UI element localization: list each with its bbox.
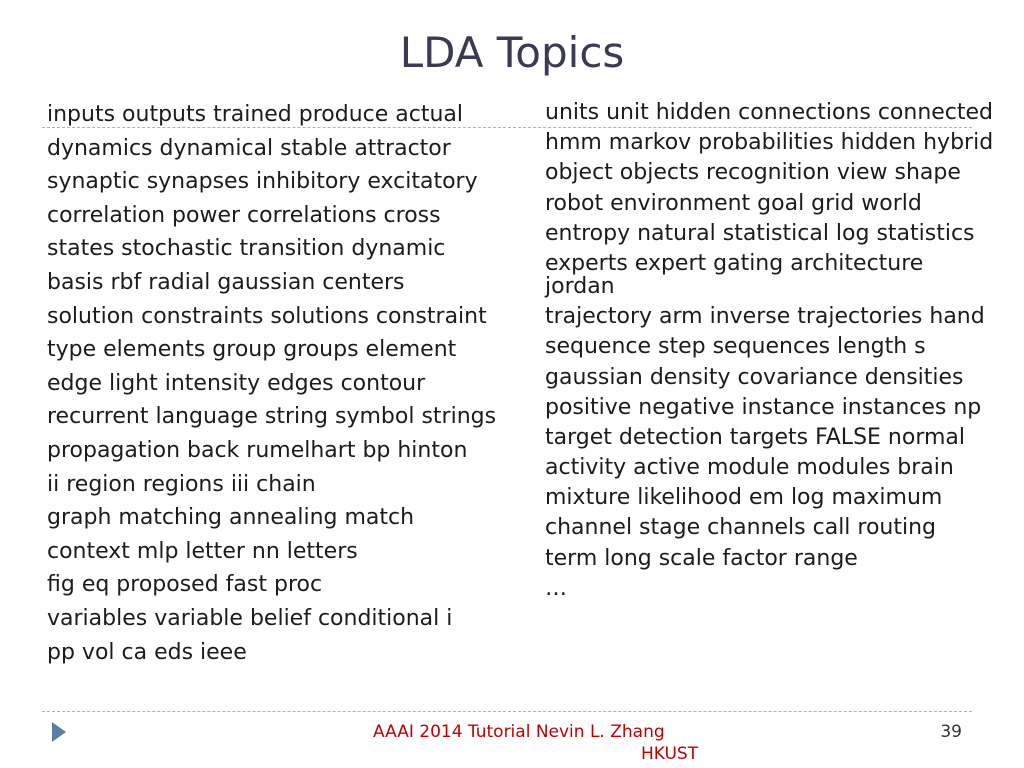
topic-item: activity active module modules brain [545,455,954,481]
footer [373,721,703,765]
page-number: 39 [940,722,962,742]
topic-item: basis rbf radial gaussian centers [47,269,405,295]
topic-item: units unit hidden connections connected [545,100,994,125]
topic-item: edge light intensity edges contour [47,370,426,396]
footer-text: AAAI 2014 Tutorial Nevin L. Zhang [373,722,665,742]
topic-item: … [545,575,567,601]
topic-item: fig eq proposed fast proc [47,572,323,598]
topic-item: inputs outputs trained produce actual [47,102,464,127]
topic-item: gaussian density covariance densities [545,364,964,390]
topic-item: ii region regions iii chain [47,471,316,497]
topic-item: graph matching annealing match [47,505,415,531]
topic-item: recurrent language string symbol strings [47,404,497,430]
topic-item: channel stage channels call routing [545,515,937,541]
topic-item: entropy natural statistical log statistics [545,220,975,246]
topic-item: variables variable belief conditional i [47,605,453,631]
topic-item: type elements group groups element [47,337,457,363]
topic-item: states stochastic transition dynamic [47,236,446,262]
topic-item: term long scale factor range [545,545,858,571]
topic-item: context mlp letter nn letters [47,538,358,564]
play-arrow-icon[interactable] [52,722,66,742]
topic-list-left [47,103,497,674]
topic-item: mixture likelihood em log maximum [545,485,943,511]
topic-item: synaptic synapses inhibitory excitatory [47,169,478,195]
slide-title: LDA Topics [399,28,625,77]
topic-item: correlation power correlations cross [47,202,441,228]
topic-item: positive negative instance instances np [545,394,982,420]
footer-org: HKUST [641,744,699,764]
topic-item: propagation back rumelhart bp hinton [47,437,468,463]
topic-list-right [545,101,995,607]
topic-item: solution constraints solutions constraint [47,303,487,329]
topic-item: pp vol ca eds ieee [47,639,247,665]
topic-item: trajectory arm inverse trajectories hand [545,304,985,330]
topic-item: dynamics dynamical stable attractor [47,135,451,161]
topic-item: experts expert gating architecture jordan [545,250,924,299]
topic-item: sequence step sequences length s [545,334,926,360]
divider-bottom [42,711,972,712]
topic-item: robot environment goal grid world [545,190,922,216]
topic-item: target detection targets FALSE normal [545,424,966,450]
topic-item: hmm markov probabilities hidden hybrid [545,130,994,156]
topic-item: object objects recognition view shape [545,160,961,186]
